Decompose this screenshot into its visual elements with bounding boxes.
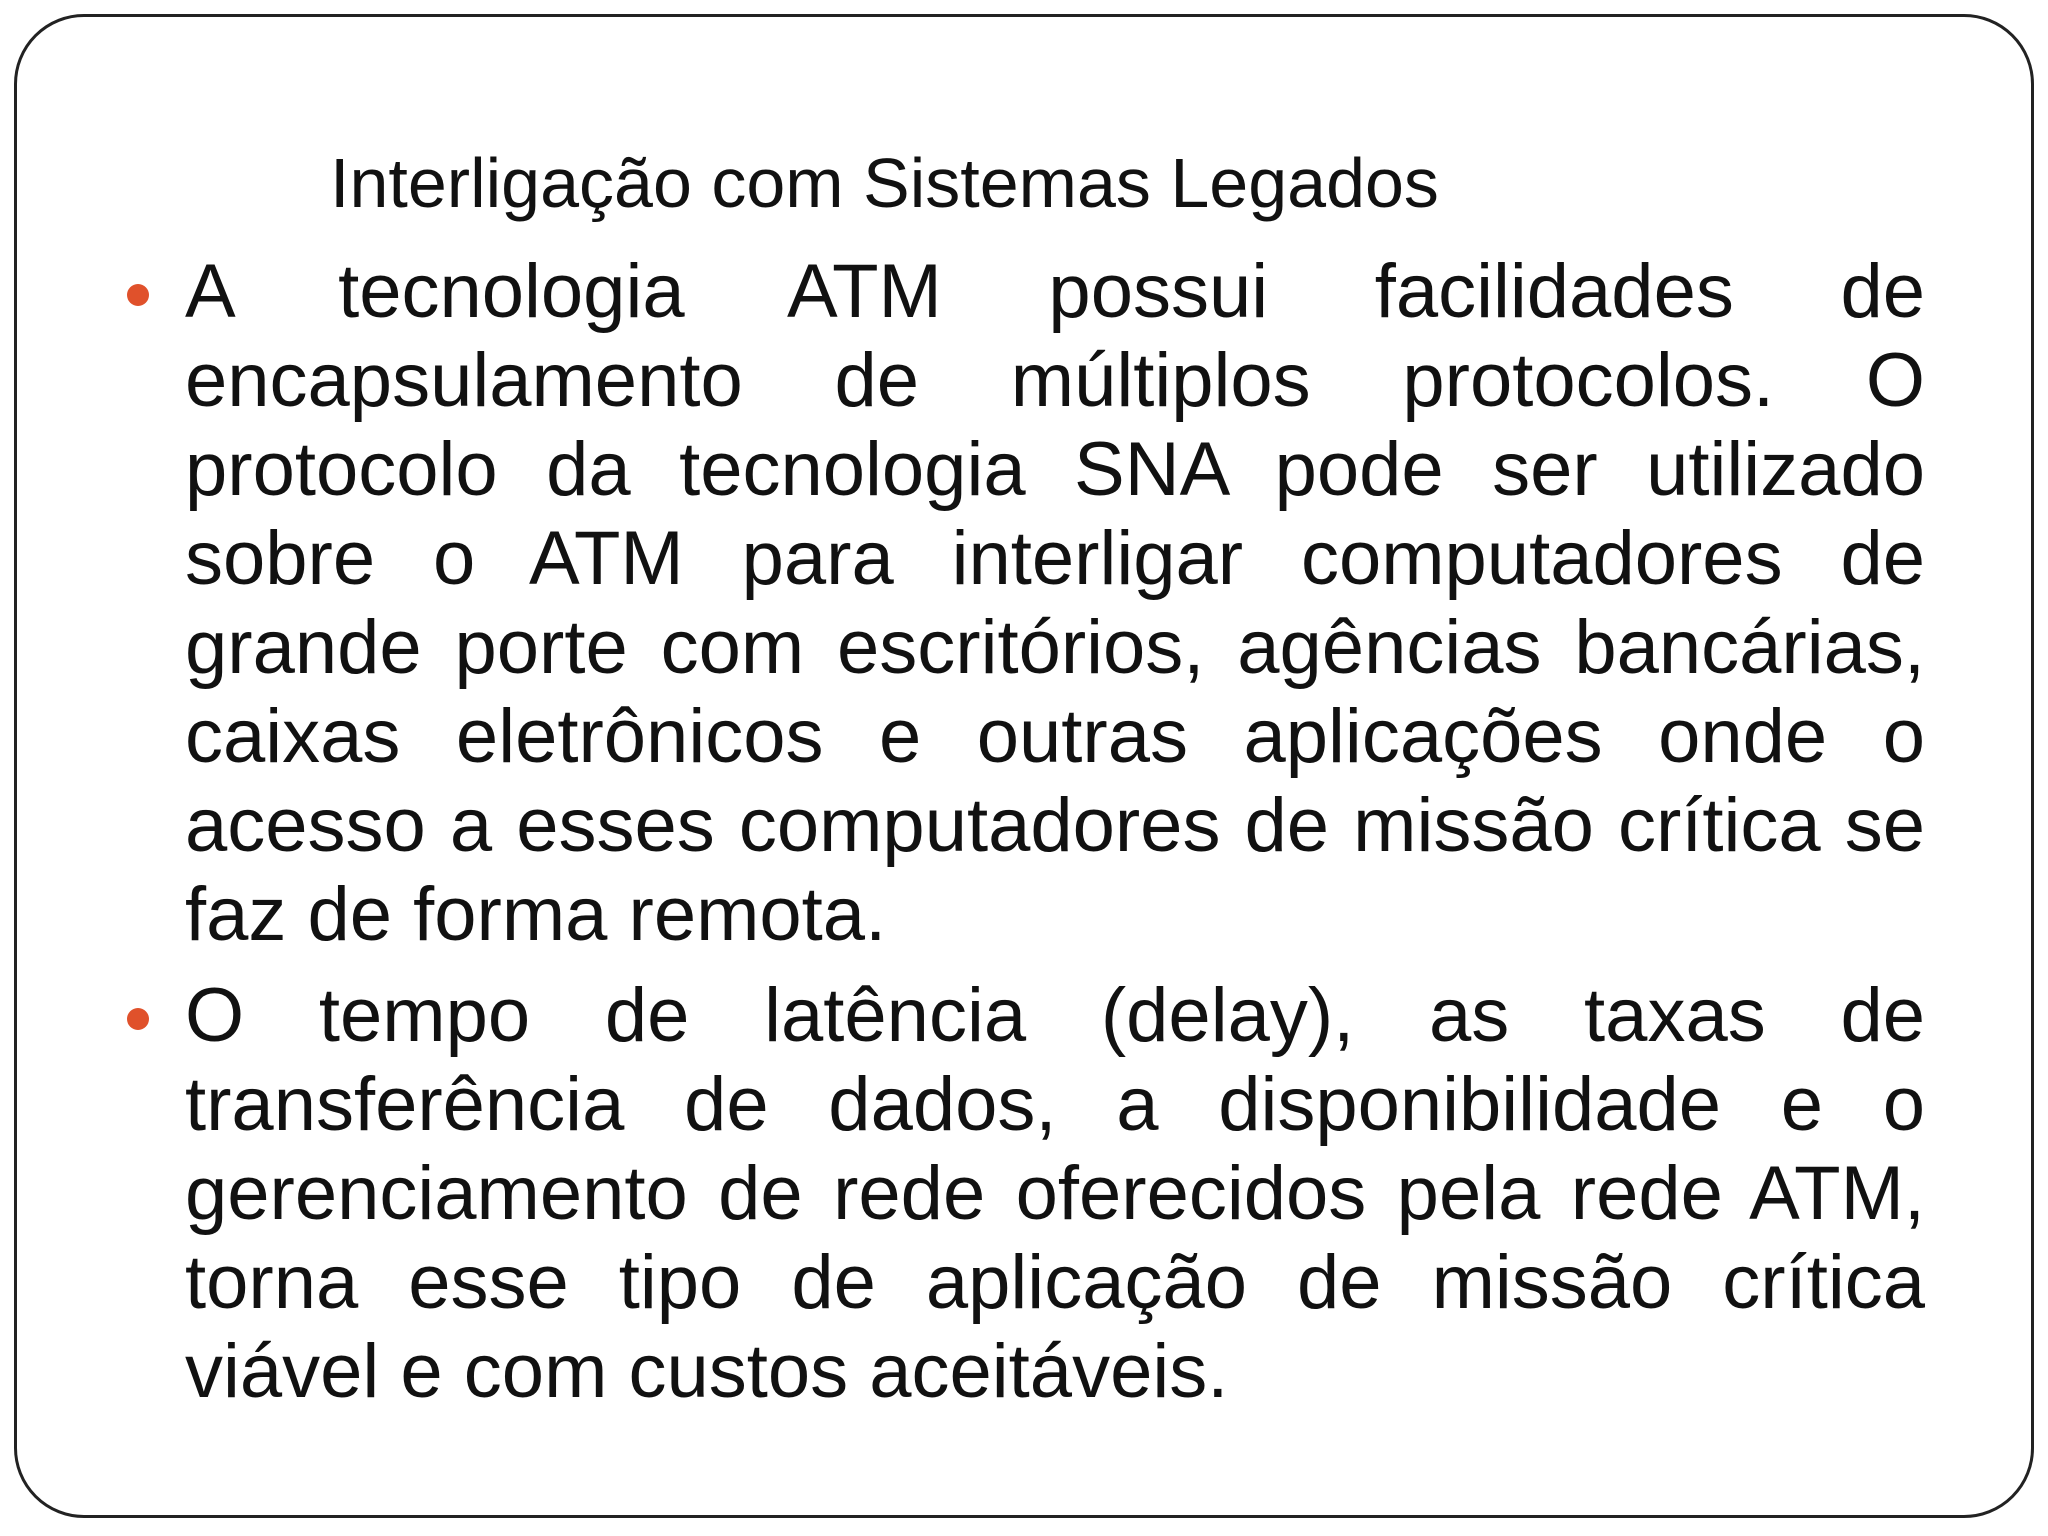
bullet-text: O tempo de latência (delay), as taxas de transferência de dados, a disponibilidade e o gerenciamento de rede oferecidos pela rede ATM, torna esse tipo de aplicação de missão crítica viável e com custos aceitáveis. (185, 973, 1925, 1414)
bullet-list (185, 247, 1925, 1428)
bullet-dot-icon (127, 1008, 149, 1030)
bullet-item (185, 971, 1925, 1416)
bullet-text: A tecnologia ATM possui facilidades de encapsulamento de múltiplos protocolos. O protocolo da tecnologia SNA pode ser utilizado sobre o ATM para interligar computadores de grande porte com escritórios, agências bancárias, caixas eletrônicos e outras aplicações onde o acesso a esses computadores de missão crítica se faz de forma remota. (185, 249, 1925, 957)
bullet-item (185, 247, 1925, 959)
slide-title: Interligação com Sistemas Legados (330, 144, 1439, 222)
bullet-dot-icon (127, 284, 149, 306)
